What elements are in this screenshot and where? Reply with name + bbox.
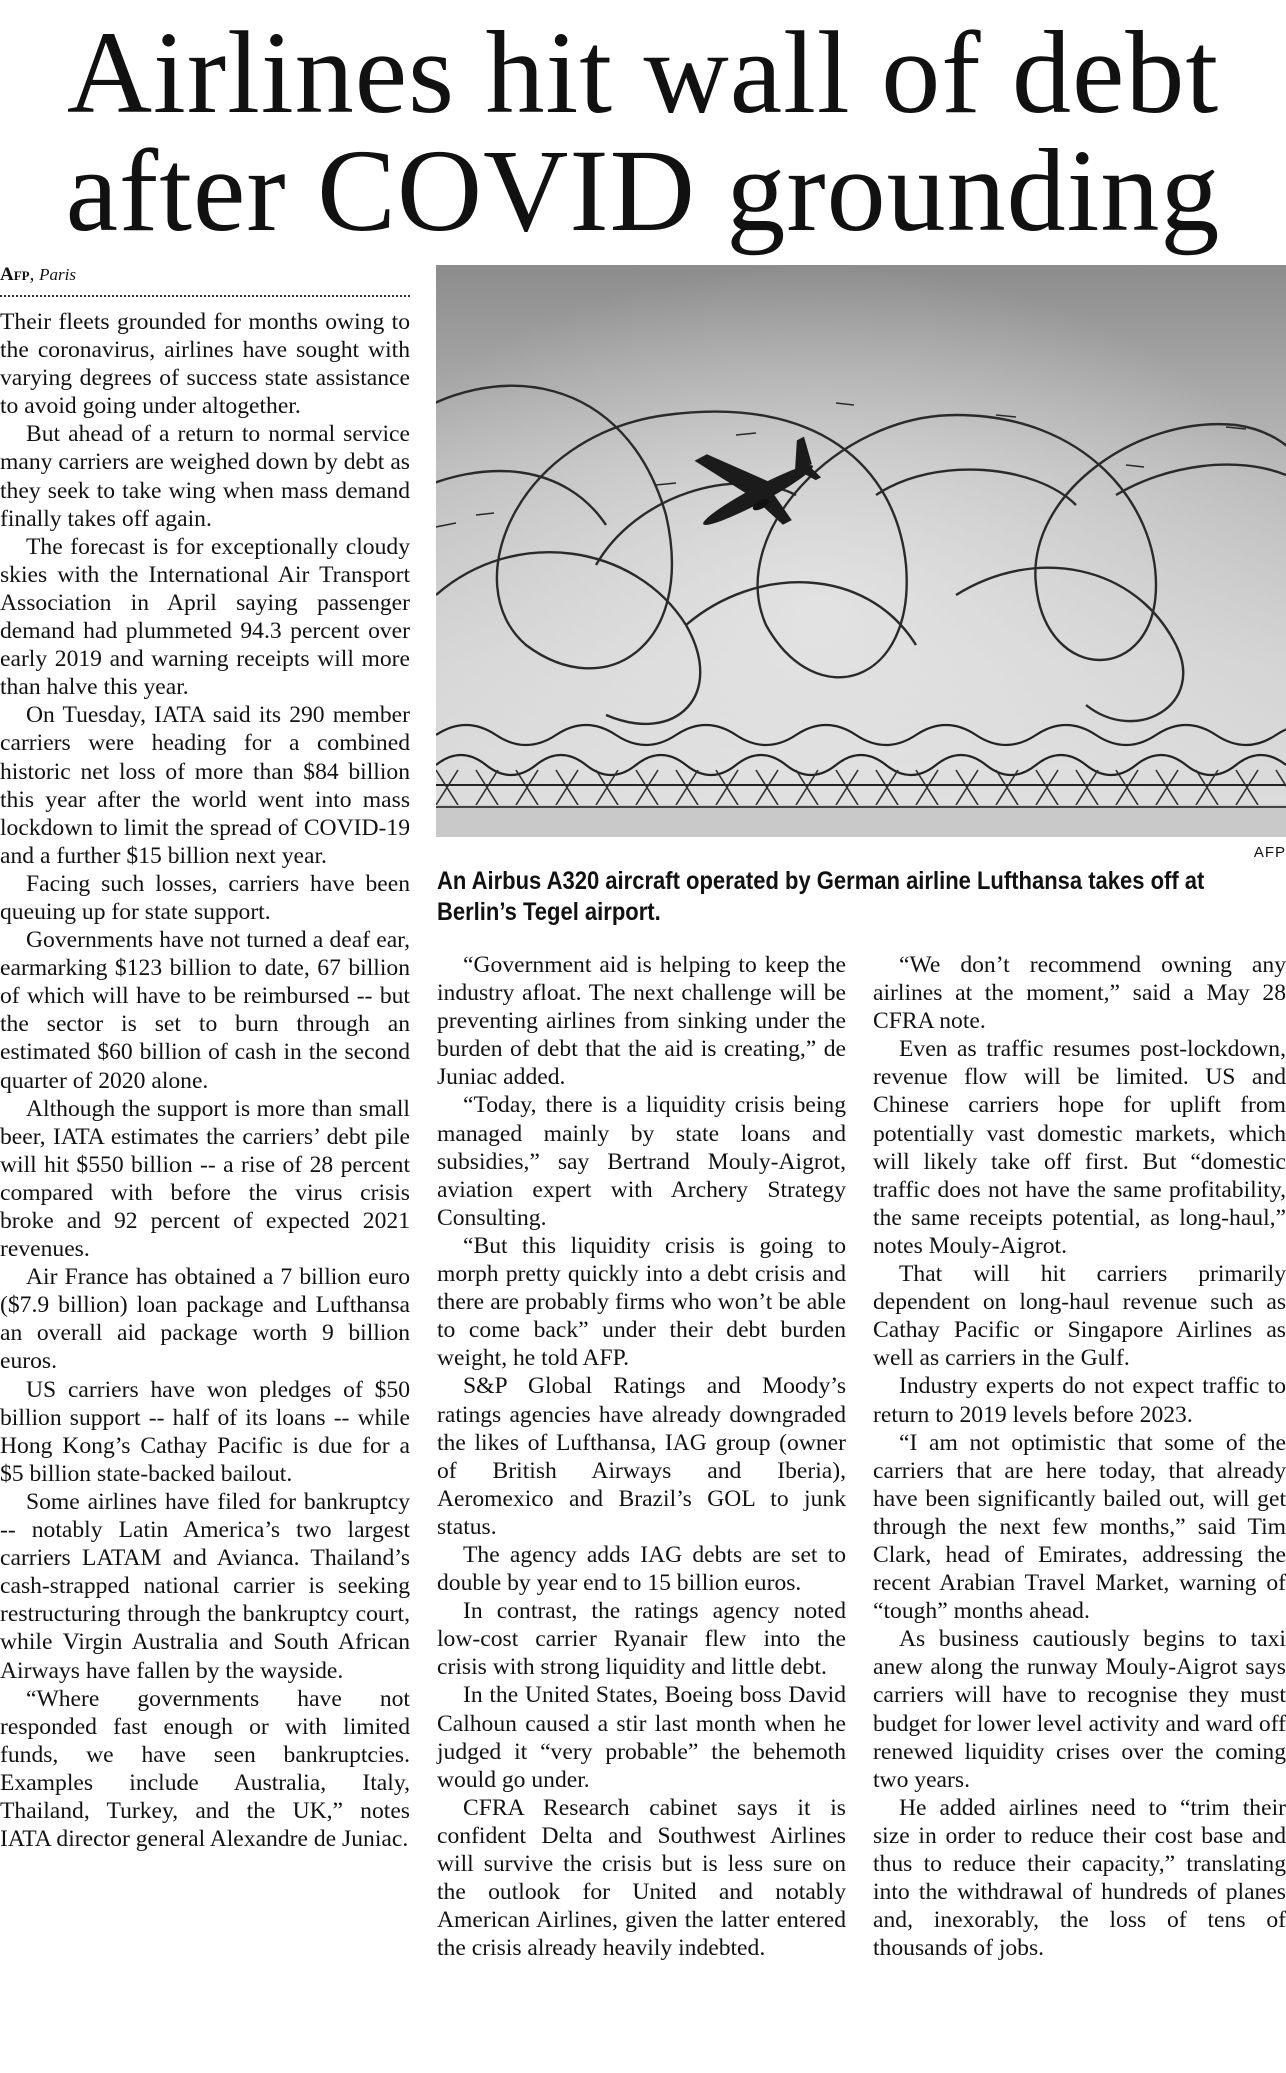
article-paragraph: Some airlines have filed for bankruptcy -- notably Latin America’s two largest carriers LATAM and Avianca. Thailand’s cash-strapped national carrier is seeking restructuring through the bankruptcy court, while Virgin Australia and South African Airways have fallen by the wayside. xyxy=(0,1488,410,1684)
article-paragraph: As business cautiously begins to taxi anew along the runway Mouly-Aigrot says carriers will have to recognise they must budget for lower level activity and ward off renewed liquidity crises over the coming two years. xyxy=(873,1626,1286,1793)
article-paragraph: In the United States, Boeing boss David Calhoun caused a stir last month when he judged it “very probable” the behemoth would go under. xyxy=(437,1682,846,1793)
article-paragraph: Governments have not turned a deaf ear, earmarking $123 billion to date, 67 billion of which will have to be reimbursed -- but the sector is set to burn through an estimated $60 billion of cash in the second quarter of 2020 alone. xyxy=(0,927,410,1094)
article-paragraph: “We don’t recommend owning any airlines at the moment,” said a May 28 CFRA note. xyxy=(873,952,1286,1035)
article-paragraph: “Where governments have not responded fast enough or with limited funds, we have seen bankruptcies. Examples include Australia, Italy, Thailand, Turkey, and the UK,” notes IATA director general Alexandre de Juniac. xyxy=(0,1685,410,1853)
photo-credit: AFP xyxy=(1253,844,1286,861)
article-paragraph: Industry experts do not expect traffic to return to 2019 levels before 2023. xyxy=(873,1373,1286,1428)
article-paragraph: In contrast, the ratings agency noted low-cost carrier Ryanair flew into the crisis with strong liquidity and little debt. xyxy=(437,1598,846,1681)
article-column-2 xyxy=(437,951,846,1962)
article-column-3 xyxy=(873,951,1286,1962)
article-paragraph: US carriers have won pledges of $50 billion support -- half of its loans -- while Hong Kong’s Cathay Pacific is due for a $5 billion state-backed bailout. xyxy=(0,1376,410,1487)
article-paragraph: The forecast is for exceptionally cloudy skies with the International Air Transport Association in April saying passenger demand had plummeted 94.3 percent over early 2019 and warning receipts will more than halve this year. xyxy=(0,533,410,701)
article-column-1 xyxy=(0,308,410,1853)
article-paragraph: He added airlines need to “trim their size in order to reduce their cost base and thus to reduce their capacity,” translating into the withdrawal of hundreds of planes and, inexorably, the loss of tens of thousands of jobs. xyxy=(873,1794,1286,1962)
article-paragraph: Air France has obtained a 7 billion euro ($7.9 billion) loan package and Lufthansa an overall aid package worth 9 billion euros. xyxy=(0,1264,410,1375)
article-paragraph: CFRA Research cabinet says it is confident Delta and Southwest Airlines will survive the crisis but is less sure on the outlook for United and notably American Airlines, given the latter entered the crisis already heavily indebted. xyxy=(437,1794,846,1962)
article-paragraph: But ahead of a return to normal service many carriers are weighed down by debt as they seek to take wing when mass demand finally takes off again. xyxy=(0,421,410,532)
article-paragraph: “Today, there is a liquidity crisis being managed mainly by state loans and subsidies,” say Bertrand Mouly-Aigrot, aviation expert with Archery Strategy Consulting. xyxy=(437,1092,846,1231)
byline-place: Paris xyxy=(39,265,76,284)
article-paragraph: That will hit carriers primarily dependent on long-haul revenue such as Cathay Pacific or Singapore Airlines as well as carriers in the Gulf. xyxy=(873,1261,1286,1372)
article-paragraph: Facing such losses, carriers have been queuing up for state support. xyxy=(0,870,410,925)
article-paragraph: “I am not optimistic that some of the carriers that are here today, that already have been significantly bailed out, will get through the next few months,” said Tim Clark, head of Emirates, addressing the recent Arabian Travel Market, warning of “tough” months ahead. xyxy=(873,1429,1286,1625)
article-paragraph: The agency adds IAG debts are set to double by year end to 15 billion euros. xyxy=(437,1541,846,1597)
article-paragraph: On Tuesday, IATA said its 290 member carriers were heading for a combined historic net loss of more than $84 billion this year after the world went into mass lockdown to limit the spread of COVID-19 and a further $15 billion next year. xyxy=(0,702,410,869)
headline xyxy=(20,7,1266,256)
article-paragraph: “But this liquidity crisis is going to morph pretty quickly into a debt crisis and there are probably firms who won’t be able to come back” under their debt burden weight, he told AFP. xyxy=(437,1232,846,1372)
byline-agency: Afp xyxy=(0,264,30,285)
article-paragraph: Their fleets grounded for months owing to the coronavirus, airlines have sought with varying degrees of success state assistance to avoid going under altogether. xyxy=(0,309,410,420)
headline-line-1: Airlines hit wall of debt xyxy=(66,7,1220,138)
article-paragraph: Although the support is more than small beer, IATA estimates the carriers’ debt pile will hit $550 billion -- a rise of 28 percent compared with before the virus crisis broke and 92 percent of expected 2021 revenues. xyxy=(0,1095,410,1263)
byline: Afp, Paris xyxy=(0,263,410,297)
headline-line-2: after COVID grounding xyxy=(65,125,1221,256)
article-paragraph: Even as traffic resumes post-lockdown, revenue flow will be limited. US and Chinese carriers hope for uplift from potentially vast domestic markets, which will likely take off first. But “domestic traffic does not have the same profitability, the same receipts potential, as long-haul,” notes Mouly-Aigrot. xyxy=(873,1036,1286,1259)
photo-caption: An Airbus A320 aircraft operated by German airline Lufthansa takes off at Berlin’s Tegel airport. xyxy=(437,867,1205,926)
airplane-over-barbed-wire-photo xyxy=(436,265,1286,837)
article-paragraph: “Government aid is helping to keep the industry afloat. The next challenge will be preventing airlines from sinking under the burden of debt that the aid is creating,” de Juniac added. xyxy=(437,952,846,1091)
article-photo xyxy=(436,265,1286,837)
article-paragraph: S&P Global Ratings and Moody’s ratings agencies have already downgraded the likes of Lufthansa, IAG group (owner of British Airways and Iberia), Aeromexico and Brazil’s GOL to junk status. xyxy=(437,1373,846,1540)
